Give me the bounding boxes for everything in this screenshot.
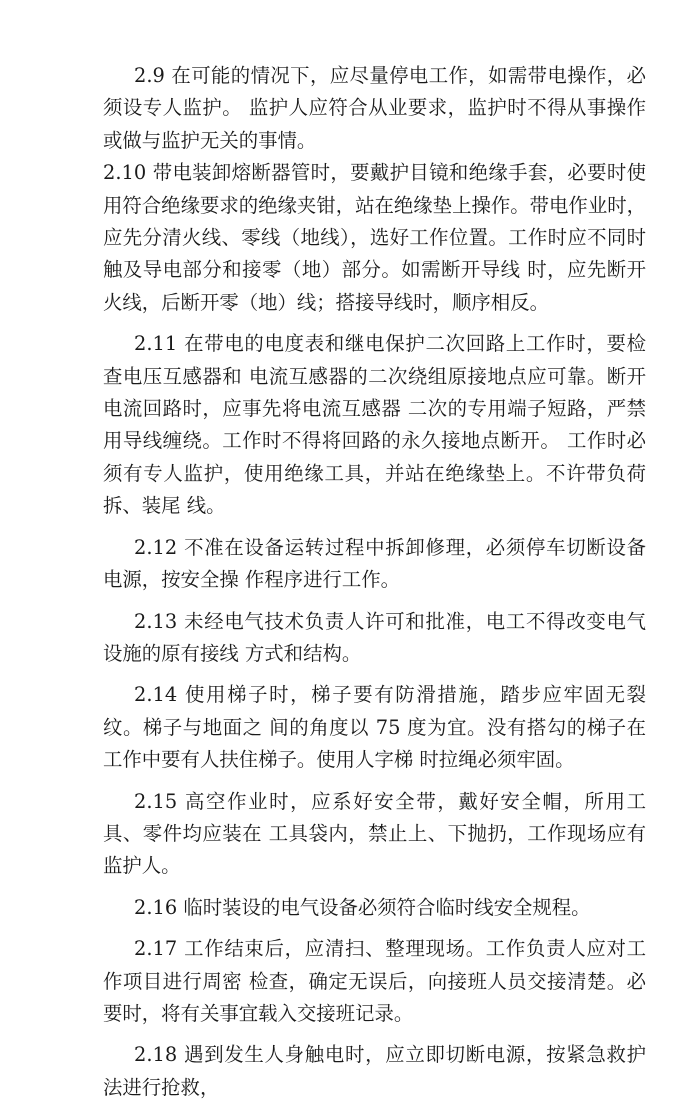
paragraph-2-12: 2.12 不准在设备运转过程中拆卸修理，必须停车切断设备电源，按安全操 作程序进行工作。 (103, 535, 646, 592)
paragraph-2-15: 2.15 高空作业时，应系好安全带，戴好安全帽，所用工具、零件均应装在 工具袋内，禁止上、下抛扔，工作现场应有监护人。 (103, 789, 646, 878)
paragraph-2-11: 2.11 在带电的电度表和继电保护二次回路上工作时，要检查电压互感器和 电流互感器的二次绕组原接地点应可靠。断开电流回路时，应事先将电流互感器 二次的专用端子短路，严禁用导线缠绕。工作时不得将回路的永久接地点断开。 工作时必须有专人监护，使用绝缘工具，并站在绝缘垫上。不许带负荷拆、装尾 线。 (103, 332, 646, 518)
paragraph-2-17: 2.17 工作结束后，应清扫、整理现场。工作负责人应对工作项目进行周密 检查，确定无误后，向接班人员交接清楚。必要时，将有关事宜载入交接班记录。 (103, 937, 646, 1025)
paragraph-2-9: 2.9 在可能的情况下，应尽量停电工作，如需带电操作，必须设专人监护。 监护人应符合从业要求，监护时不得从事操作或做与监护无关的事情。 (103, 64, 646, 152)
paragraph-2-10: 2.10 带电装卸熔断器管时，要戴护目镜和绝缘手套，必要时使用符合绝缘要求的绝缘夹钳，站在绝缘垫上操作。带电作业时，应先分清火线、零线（地线），选好工作位置。工作时应不同时触及导电部分和接零（地）部分。如需断开导线 时，应先断开火线，后断开零（地）线；搭接导线时，顺序相反。 (103, 161, 646, 314)
paragraph-2-14: 2.14 使用梯子时，梯子要有防滑措施，踏步应牢固无裂纹。梯子与地面之 间的角度以 75 度为宜。没有搭勾的梯子在工作中要有人扶住梯子。使用人字梯 时拉绳必须牢固。 (103, 683, 646, 772)
paragraph-2-16: 2.16 临时装设的电气设备必须符合临时线安全规程。 (134, 895, 591, 919)
paragraph-2-18: 2.18 遇到发生人身触电时，应立即切断电源，按紧急救护法进行抢救， (103, 1043, 646, 1099)
document-body (103, 60, 646, 1104)
paragraph-2-13: 2.13 未经电气技术负责人许可和批准，电工不得改变电气设施的原有接线 方式和结构。 (103, 609, 646, 665)
